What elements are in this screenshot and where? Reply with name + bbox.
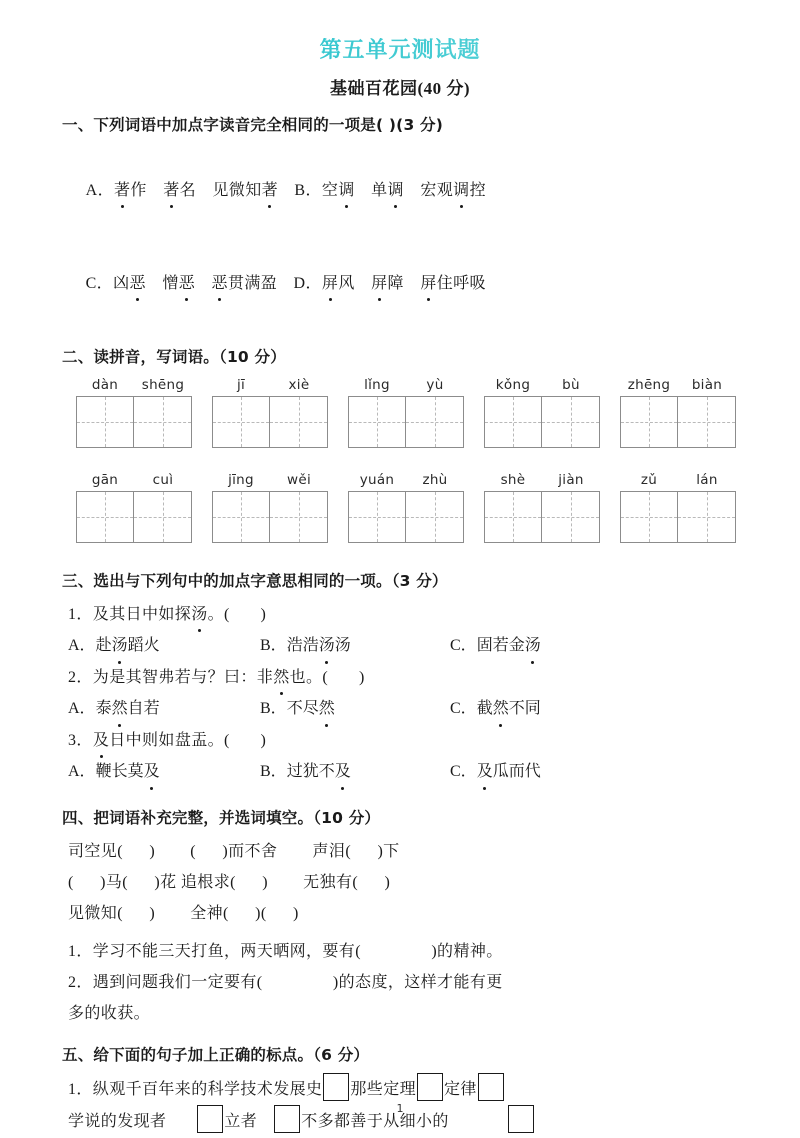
option-item[interactable]	[450, 693, 541, 725]
punctuation-question-line-1	[62, 1073, 738, 1105]
option-item[interactable]	[260, 630, 450, 662]
option-d-label: D．	[293, 275, 322, 293]
idiom-row-2[interactable]: ( )马( )花 追根求( ) 无独有( )	[68, 874, 391, 892]
punct-text-4: 学说的发现者	[68, 1113, 167, 1131]
tianzige-cell[interactable]	[406, 397, 463, 447]
pinyin-group	[76, 377, 192, 448]
pinyin-syllable: yuán	[359, 471, 395, 488]
stem-blank[interactable]: 也。( )	[289, 668, 365, 686]
option-item[interactable]	[68, 630, 260, 662]
fill-blank-question-2[interactable]: 2．遇到问题我们一定要有( )的态度，这样才能有更	[68, 973, 503, 991]
option-label: C．	[450, 636, 477, 654]
option-d-item-3: 屏住呼吸	[420, 275, 486, 292]
stem-dotted-char: 及	[93, 725, 109, 756]
pinyin-syllable: lán	[696, 471, 718, 488]
option-dotted-char: 然	[112, 693, 128, 725]
tianzige-boxes[interactable]	[620, 396, 736, 448]
tianzige-cell[interactable]	[485, 397, 542, 447]
stem-text: 3．	[68, 731, 93, 749]
question-stem	[62, 662, 738, 693]
option-label: C．	[450, 699, 477, 717]
tianzige-cell[interactable]	[621, 492, 678, 542]
tianzige-cell[interactable]	[270, 397, 327, 447]
option-dotted-char: 然	[493, 693, 509, 725]
pinyin-label	[484, 472, 600, 488]
option-post: 汤	[334, 636, 351, 654]
pinyin-group	[212, 472, 328, 543]
option-c-item-2: 憎恶	[162, 275, 195, 292]
tianzige-cell[interactable]	[542, 397, 599, 447]
option-pre: 过犹不	[286, 763, 335, 781]
option-post: 蹈火	[127, 636, 160, 654]
pinyin-syllable: wěi	[287, 471, 311, 488]
option-a-item-1: 著作	[114, 182, 147, 199]
option-dotted-char: 汤	[525, 630, 541, 662]
tianzige-cell[interactable]	[678, 492, 735, 542]
pinyin-syllable: yù	[426, 376, 444, 393]
tianzige-cell[interactable]	[77, 397, 134, 447]
question-stem	[62, 725, 738, 756]
pinyin-group	[348, 377, 464, 448]
section-one-row-2	[62, 237, 738, 331]
tianzige-boxes[interactable]	[484, 396, 600, 448]
option-b-item-3: 宏观调控	[420, 182, 486, 199]
tianzige-boxes[interactable]	[76, 396, 192, 448]
pinyin-group	[484, 377, 600, 448]
option-c-item-1: 凶恶	[113, 275, 146, 292]
option-label: A．	[68, 763, 96, 781]
pinyin-syllable: dàn	[91, 376, 119, 393]
option-pre: 不尽	[286, 699, 319, 717]
pinyin-syllable: shēng	[141, 376, 185, 393]
pinyin-syllable: biàn	[691, 376, 723, 393]
pinyin-syllable: shè	[500, 471, 526, 488]
punctuation-input-box[interactable]	[417, 1073, 443, 1101]
option-dotted-char: 然	[319, 693, 335, 725]
question-options	[62, 756, 738, 788]
page-subtitle: 基础百花园(40 分)	[329, 79, 471, 99]
pinyin-label	[76, 377, 192, 393]
pinyin-syllable: xiè	[288, 376, 310, 393]
fill-blank-question-1[interactable]: 1．学习不能三天打鱼，两天晒网，要有( )的精神。	[68, 942, 503, 960]
option-a-label: A．	[85, 181, 114, 199]
option-label: C．	[450, 763, 477, 781]
tianzige-cell[interactable]	[542, 492, 599, 542]
option-item[interactable]	[450, 756, 541, 788]
section-four-heading: 四、把词语补充完整，并选词填空。（10 分）	[62, 809, 381, 828]
page-title: 第五单元测试题	[62, 38, 738, 64]
pinyin-label	[76, 472, 192, 488]
pinyin-group	[212, 377, 328, 448]
option-item[interactable]	[68, 756, 260, 788]
option-label: A．	[68, 636, 96, 654]
option-item[interactable]	[450, 630, 541, 662]
option-label: A．	[68, 699, 96, 717]
option-dotted-char: 汤	[112, 630, 128, 662]
pinyin-syllable: gān	[91, 471, 119, 488]
pinyin-label	[620, 472, 736, 488]
pinyin-label	[212, 472, 328, 488]
option-pre: 赴	[95, 636, 112, 654]
stem-text: 1．及其日中如探	[68, 605, 192, 623]
punct-text-2: 那些定理	[350, 1081, 417, 1099]
option-c-item-3: 恶贯满盈	[212, 275, 278, 292]
option-pre: 鞭长莫	[95, 763, 144, 781]
pinyin-group	[348, 472, 464, 543]
tianzige-boxes[interactable]	[76, 491, 192, 543]
tianzige-cell[interactable]	[270, 492, 327, 542]
tianzige-boxes[interactable]	[348, 396, 464, 448]
tianzige-cell[interactable]	[77, 492, 134, 542]
pinyin-label	[620, 377, 736, 393]
option-dotted-char: 汤	[319, 630, 335, 662]
option-a-item-2: 著名	[163, 182, 196, 199]
option-d-item-1: 屏风	[322, 275, 355, 292]
tianzige-boxes[interactable]	[620, 491, 736, 543]
stem-blank[interactable]: 日中则如盘盂。( )	[109, 731, 267, 749]
stem-text: 2．为是其智弗若与？曰：非	[68, 668, 274, 686]
tianzige-cell[interactable]	[349, 492, 406, 542]
option-dotted-char: 及	[477, 756, 493, 788]
pinyin-label	[484, 377, 600, 393]
option-label: B．	[260, 636, 287, 654]
option-b-item-2: 单调	[371, 182, 404, 199]
pinyin-label	[348, 377, 464, 393]
option-pre: 浩浩	[286, 636, 319, 654]
section-five-heading: 五、给下面的句子加上正确的标点。（6 分）	[62, 1046, 370, 1065]
option-post: 自若	[127, 699, 160, 717]
option-dotted-char: 及	[335, 756, 351, 788]
option-b-item-1: 空调	[322, 182, 355, 199]
question-stem	[62, 599, 738, 630]
section-one-row-1	[62, 143, 738, 237]
option-item[interactable]	[260, 693, 450, 725]
option-b-label: B．	[294, 181, 322, 199]
stem-dotted-char: 汤	[191, 599, 207, 630]
punctuation-input-box[interactable]	[478, 1073, 504, 1101]
pinyin-group	[484, 472, 600, 543]
tianzige-boxes[interactable]	[348, 491, 464, 543]
tianzige-cell[interactable]	[213, 492, 270, 542]
idiom-row-3[interactable]: 见微知( ) 全神( )( )	[68, 905, 299, 923]
question-options	[62, 630, 738, 662]
option-a-item-3: 见微知著	[212, 182, 278, 199]
option-post: 不同	[508, 699, 541, 717]
tianzige-cell[interactable]	[678, 397, 735, 447]
option-label: B．	[260, 699, 287, 717]
tianzige-boxes[interactable]	[212, 491, 328, 543]
pinyin-syllable: zǔ	[640, 471, 658, 488]
tianzige-cell[interactable]	[134, 492, 191, 542]
page-number: 1	[396, 1102, 404, 1115]
pinyin-grid-row-1	[62, 377, 738, 448]
pinyin-syllable: jī	[236, 376, 246, 393]
option-dotted-char: 及	[144, 756, 160, 788]
punctuation-input-box[interactable]	[323, 1073, 349, 1101]
punct-text-3: 定律	[444, 1081, 477, 1099]
tianzige-cell[interactable]	[134, 397, 191, 447]
option-pre: 截	[476, 699, 493, 717]
pinyin-syllable: bù	[562, 376, 580, 393]
section-two-heading: 二、读拼音，写词语。（10 分）	[62, 347, 286, 366]
tianzige-cell[interactable]	[349, 397, 406, 447]
option-c-label: C．	[85, 275, 114, 293]
tianzige-cell[interactable]	[213, 397, 270, 447]
pinyin-group	[620, 377, 736, 448]
stem-blank[interactable]: 。( )	[207, 605, 267, 623]
pinyin-label	[212, 377, 328, 393]
option-pre: 固若金	[476, 636, 525, 654]
question-options	[62, 693, 738, 725]
option-d-item-2: 屏障	[371, 275, 404, 292]
pinyin-syllable: lǐng	[364, 376, 390, 393]
stem-dotted-char: 然	[273, 662, 289, 693]
idiom-row-1[interactable]: 司空见( ) ( )而不舍 声泪( )下	[68, 843, 400, 861]
option-pre: 泰	[95, 699, 112, 717]
pinyin-syllable: zhù	[422, 471, 448, 488]
punct-text-6: 不多都善于从细小的	[301, 1113, 449, 1131]
option-post: 瓜而代	[492, 763, 541, 781]
pinyin-group	[76, 472, 192, 543]
pinyin-syllable: zhēng	[627, 376, 671, 393]
pinyin-syllable: cuì	[152, 471, 174, 488]
option-item[interactable]	[68, 693, 260, 725]
punct-text-5: 立者	[224, 1113, 258, 1131]
fill-blank-question-2-continued: 多的收获。	[68, 1005, 151, 1023]
tianzige-boxes[interactable]	[212, 396, 328, 448]
pinyin-label	[348, 472, 464, 488]
option-label: B．	[260, 763, 287, 781]
pinyin-syllable: jīng	[228, 471, 254, 488]
section-one-heading: 一、下列词语中加点字读音完全相同的一项是( )(3 分)	[62, 116, 444, 135]
section-three-heading: 三、选出与下列句中的加点字意思相同的一项。（3 分）	[62, 571, 448, 590]
punct-text-1: 1．纵观千百年来的科学技术发展史	[68, 1081, 323, 1099]
tianzige-cell[interactable]	[485, 492, 542, 542]
tianzige-cell[interactable]	[621, 397, 678, 447]
pinyin-syllable: jiàn	[558, 471, 584, 488]
tianzige-cell[interactable]	[406, 492, 463, 542]
option-item[interactable]	[260, 756, 450, 788]
pinyin-grid-row-2	[62, 472, 738, 543]
pinyin-group	[620, 472, 736, 543]
tianzige-boxes[interactable]	[484, 491, 600, 543]
pinyin-syllable: kǒng	[495, 376, 531, 393]
